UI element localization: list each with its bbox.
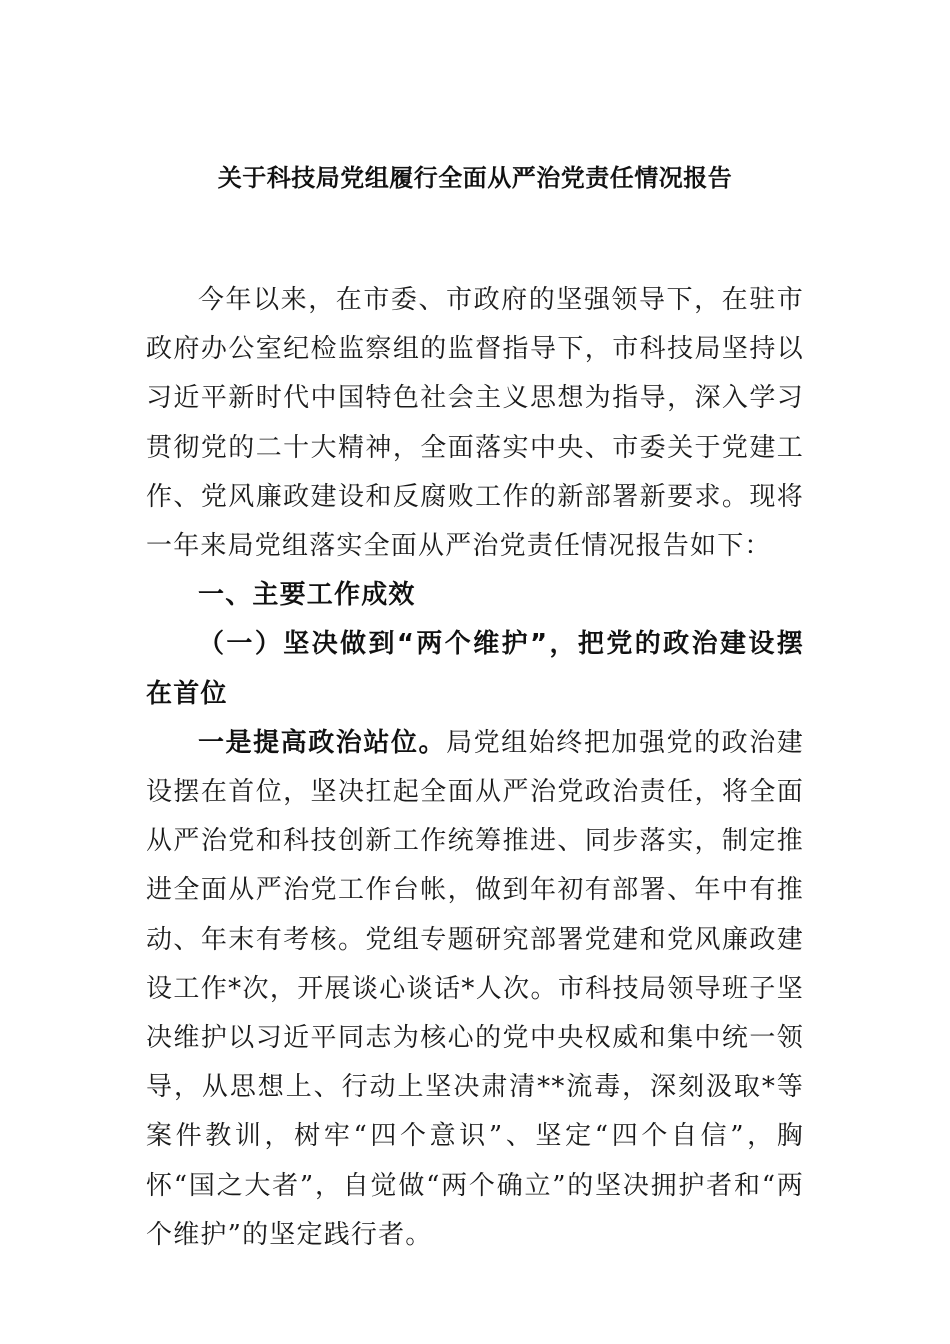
point-paragraph-political-stance: [146, 719, 804, 1260]
subsection-heading-political-building: （一）坚决做到“两个维护”，把党的政治建设摆在首位: [146, 629, 804, 709]
intro-paragraph: 今年以来，在市委、市政府的坚强领导下，在驻市政府办公室纪检监察组的监督指导下，市科技局坚持以习近平新时代中国特色社会主义思想为指导，深入学习贯彻党的二十大精神，全面落实中央、市委关于党建工作、党风廉政建设和反腐败工作的新部署新要求。现将一年来局党组落实全面从严治党责任情况报告如下：: [146, 285, 804, 562]
document-body: [146, 276, 804, 1260]
point-lead-text: 一是提高政治站位。: [198, 727, 447, 758]
section-heading-main-achievements: 一、主要工作成效: [198, 580, 416, 611]
document-title: 关于科技局党组履行全面从严治党责任情况报告: [217, 164, 733, 192]
point-body-text: 局党组始终把加强党的政治建设摆在首位，坚决扛起全面从严治党政治责任，将全面从严治党和科技创新工作统筹推进、同步落实，制定推进全面从严治党工作台帐，做到年初有部署、年中有推动、年末有考核。党组专题研究部署党建和党风廉政建设工作*次，开展谈心谈话*人次。市科技局领导班子坚决维护以习近平同志为核心的党中央权威和集中统一领导，从思想上、行动上坚决肃清**流毒，深刻汲取*等案件教训，树牢“四个意识”、坚定“四个自信”，胸怀“国之大者”，自觉做“两个确立”的坚决拥护者和“两个维护”的坚定践行者。: [146, 727, 804, 1250]
